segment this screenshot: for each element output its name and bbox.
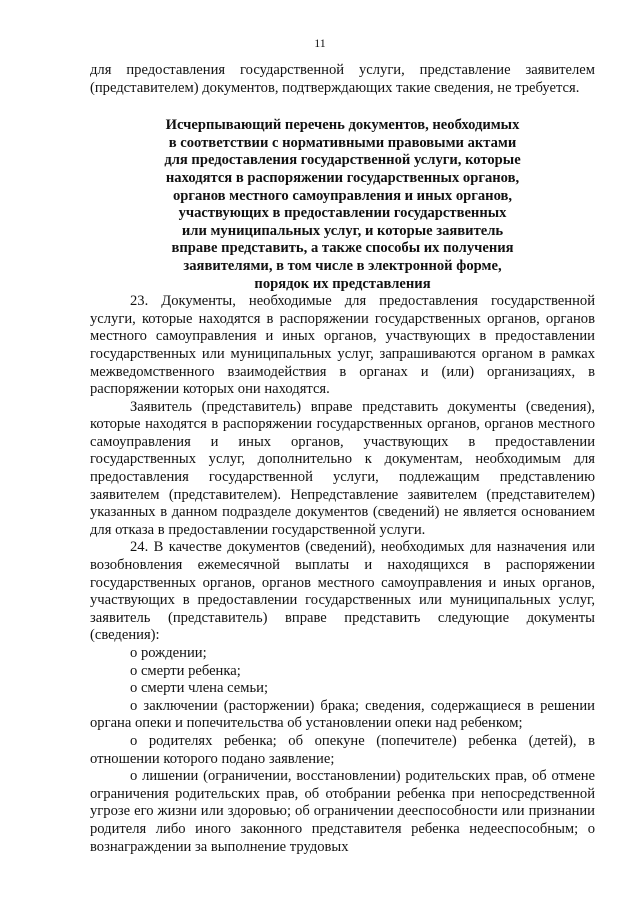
section-heading [90,117,595,293]
list-item: о смерти члена семьи; [130,680,268,697]
list-item: о смерти ребенка; [130,662,241,679]
heading-line: для предоставления государственной услуги, которые [164,152,521,169]
heading-line: Исчерпывающий перечень документов, необходимых [165,117,520,134]
heading-line: в соответствии с нормативными правовыми актами [168,134,517,151]
list-item: о лишении (ограничении, восстановлении) родительских прав, об отмене ограничения родительских прав, об отобрании ребенка при непосредственной угрозе его жизни или здоровью; об ограничении дееспособности или признании родителя либо иного законного представителя ребенка недееспособным; о вознаграждении за выполнение трудовых [90,768,595,855]
page-number: 11 [314,36,326,50]
paragraph-24: 24. В качестве документов (сведений), необходимых для назначения или возобновления ежемесячной выплаты и находящихся в распоряжении государственных органов, органов местного самоуправления и иных органов, участвующих в предоставлении государственных или муниципальных услуг, заявитель (представитель) вправе представить следующие документы (сведения): [90,539,595,644]
heading-line: находятся в распоряжении государственных органов, [165,169,520,186]
heading-line: вправе представить, а также способы их получения [171,240,514,257]
intro-paragraph: для предоставления государственной услуги, представление заявителем (представителем) документов, подтверждающих такие сведения, не требуется. [90,62,595,96]
heading-line: порядок их представления [254,275,431,292]
paragraph-23: 23. Документы, необходимые для предоставления государственной услуги, которые находятся в распоряжении государственных органов, органов местного самоуправления и иных органов, участвующих в предоставлении государственных или муниципальных услуг, запрашиваются органом в рамках межведомственного взаимодействия в органах и (или) организациях, в распоряжении которых они находятся. [90,293,595,398]
list-item: о заключении (расторжении) брака; сведения, содержащиеся в решении органа опеки и попечительства об установлении опеки над ребенком; [90,697,595,732]
paragraph-applicant-rights: Заявитель (представитель) вправе представить документы (сведения), которые находятся в распоряжении государственных органов, органов местного самоуправления и иных органов, участвующих в предоставлении государственных услуг, дополнительно к документам, необходимым для предоставления государственной услуги, подлежащим представлению заявителем (представителем). Непредставление заявителем (представителем) указанных в данном подразделе документов (сведений) не является основанием для отказа в предоставлении государственной услуги. [90,398,595,538]
heading-line: заявителями, в том числе в электронной форме, [183,257,502,274]
heading-line: или муниципальных услуг, и которые заявитель [181,222,504,239]
heading-line: участвующих в предоставлении государственных [178,205,507,222]
list-item: о рождении; [130,645,207,661]
list-item: о родителях ребенка; об опекуне (попечителе) ребенка (детей), в отношении которого подано заявление; [90,732,595,767]
document-body [90,62,595,856]
heading-line: органов местного самоуправления и иных органов, [172,187,513,204]
